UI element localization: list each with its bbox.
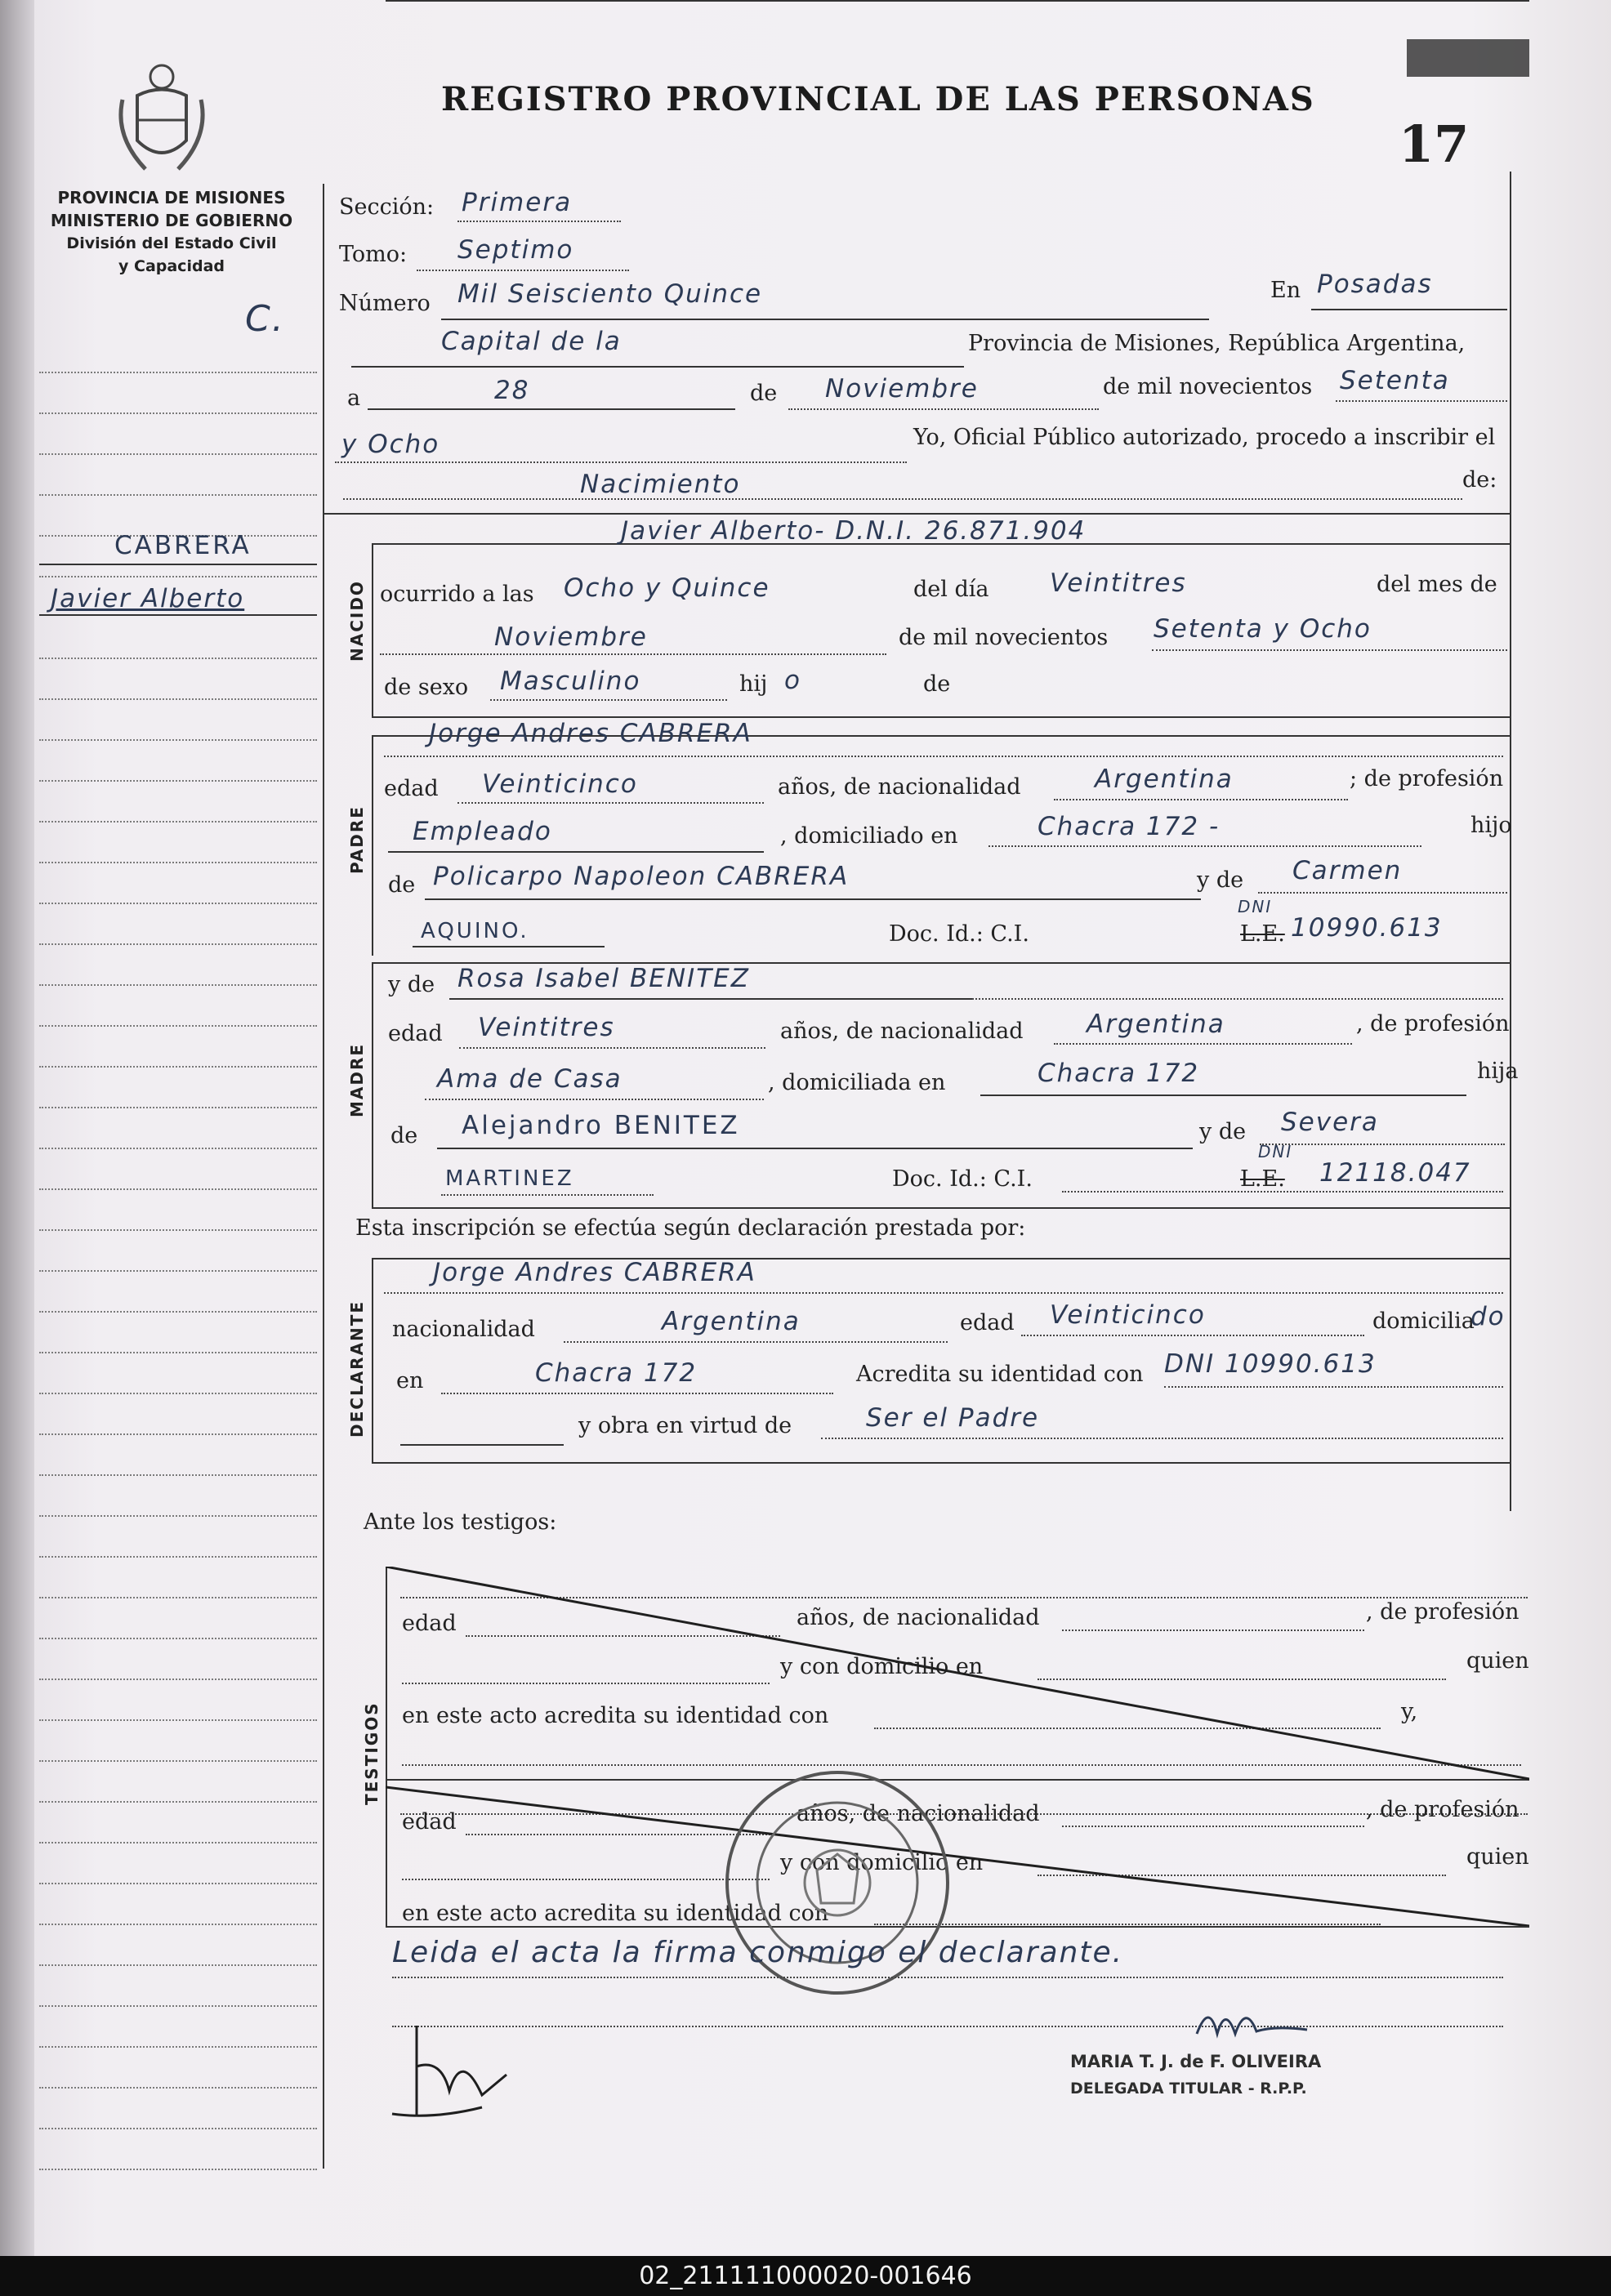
a-label: a [347,386,361,411]
province-heading-line-4: y Capacidad [118,257,225,275]
testigos-section-label: TESTIGOS [362,1701,382,1805]
scan-id-footer: 02_211111000020-001646 [0,2256,1611,2296]
padre-prof-label: ; de profesión [1350,766,1504,791]
declarante-virtud: Ser el Padre [866,1403,1040,1433]
madre-doc-label: Doc. Id.: C.I. [892,1166,1033,1192]
padre-nac-label: años, de nacionalidad [778,774,1021,800]
madre-dom-label: , domiciliada en [768,1070,946,1095]
madre-madre-apellido: MARTINEZ [445,1166,574,1191]
madre-hija-label: hija [1477,1059,1519,1084]
padre-profesion: Empleado [413,817,552,846]
de-colon-label: de: [1462,467,1497,493]
page-title: REGISTRO PROVINCIAL DE LAS PERSONAS [441,80,1315,118]
capital-value: Capital de la [441,327,622,356]
hijo-label: hij [739,671,768,697]
nacido-anio: Setenta y Ocho [1154,614,1372,644]
seccion-label: Sección: [339,194,435,220]
declarante-nac-label: nacionalidad [392,1317,535,1342]
testigo1-nac-label: años, de nacionalidad [797,1605,1040,1630]
nacido-section-label: NACIDO [347,580,367,662]
tomo-label: Tomo: [339,242,408,267]
mes-value: Noviembre [825,374,979,403]
mil-text: de mil novecientos [1103,374,1313,399]
anio-value: Setenta [1340,366,1450,395]
madre-domicilio: Chacra 172 [1038,1059,1200,1088]
sexo-label: de sexo [384,675,469,700]
padre-edad-label: edad [384,776,439,801]
madre-prof-label: , de profesión [1356,1011,1510,1037]
padre-y-de-label: y de [1197,867,1244,893]
provincia-text: Provincia de Misiones, República Argentina, [968,331,1466,356]
testigo2-nac-label: años, de nacionalidad [797,1801,1040,1826]
declarante-section-label: DECLARANTE [347,1300,367,1438]
margin-nombres: Javier Alberto [51,584,245,613]
nacido-de-label: de [923,671,951,697]
madre-nacionalidad: Argentina [1087,1010,1225,1039]
official-signature-icon [1193,1997,1315,2046]
padre-madre-apellido: AQUINO. [421,919,529,943]
ocurrido-label: ocurrido a las [380,582,534,607]
witness-cancel-strikes [386,1567,1529,1926]
padre-madre-nombre: Carmen [1292,856,1403,885]
margin-divider [323,184,324,2169]
hijo-suffix: o [784,666,801,695]
mil-label: de mil novecientos [899,625,1109,650]
province-heading-line-1: PROVINCIA DE MISIONES [57,188,286,207]
padre-doc-corr: DNI [1238,897,1273,916]
numero-value: Mil Seisciento Quince [457,279,763,309]
testigo2-quien-label: quien [1466,1844,1529,1870]
redaction-mark [1407,39,1529,77]
padre-nombre: Jorge Andres CABRERA [429,719,752,748]
testigo2-dom-label: y con domicilio en [780,1850,984,1875]
padre-de-label: de [388,872,416,898]
declarante-acredita-label: Acredita su identidad con [856,1362,1144,1387]
madre-doc-old: L.E. [1240,1166,1285,1192]
madre-nombre: Rosa Isabel BENITEZ [457,964,750,993]
testigos-intro: Ante los testigos: [364,1509,557,1535]
testigo1-prof-label: , de profesión [1366,1599,1520,1625]
en-value: Posadas [1317,270,1433,299]
padre-doc-old: L.E. [1240,921,1285,947]
margin-initial: C. [245,298,285,340]
nacido-sexo: Masculino [500,667,641,696]
testigo1-dom-label: y con domicilio en [780,1654,984,1679]
official-name: MARIA T. J. de F. OLIVEIRA [1070,2052,1322,2071]
header-section-rule [323,513,1510,515]
nacido-dia: Veintitres [1050,568,1187,598]
padre-padre-nombre: Policarpo Napoleon CABRERA [433,862,850,891]
madre-section-label: MADRE [347,1042,367,1117]
padre-nacionalidad: Argentina [1095,765,1234,794]
declarante-domicilio: Chacra 172 [535,1358,698,1388]
margin-apellido: CABRERA [114,531,252,560]
testigo2-edad-label: edad [402,1809,457,1835]
declarante-documento: DNI 10990.613 [1164,1349,1377,1379]
dia-value: 28 [494,376,530,405]
page-number: 17 [1399,114,1470,174]
official-title: DELEGADA TITULAR - R.P.P. [1070,2080,1307,2098]
testigo1-acredita-label: en este acto acredita su identidad con [402,1703,829,1728]
del-mes-label: del mes de [1377,572,1497,597]
declarante-edad: Veinticinco [1050,1300,1206,1330]
madre-padre-nombre: Alejandro BENITEZ [462,1111,740,1140]
declarante-en-label: en [396,1368,424,1393]
testigo1-y-label: y, [1401,1699,1418,1724]
binding-edge [0,0,34,2256]
seccion-value: Primera [462,188,573,217]
tomo-value: Septimo [457,235,574,265]
madre-doc-corr: DNI [1258,1142,1293,1161]
declarante-dom-suffix: do [1470,1302,1506,1331]
madre-edad-label: edad [388,1021,443,1046]
declarante-dom-label: domicilia [1372,1308,1475,1334]
province-heading-line-3: División del Estado Civil [66,234,277,252]
madre-nac-label: años, de nacionalidad [780,1019,1024,1044]
madre-madre-nombre: Severa [1281,1108,1379,1137]
right-border [1510,172,1511,1511]
province-heading-line-2: MINISTERIO DE GOBIERNO [50,211,293,230]
madre-profesion: Ama de Casa [437,1064,623,1094]
declarante-nombre: Jorge Andres CABRERA [433,1258,756,1287]
declarante-nacionalidad: Argentina [662,1307,801,1336]
numero-label: Número [339,291,431,316]
madre-doc-num: 12118.047 [1319,1158,1471,1188]
madre-edad: Veintitres [478,1013,615,1042]
oficial-text: Yo, Oficial Público autorizado, procedo a inscribir el [913,425,1496,450]
del-dia-label: del día [913,577,989,602]
nacido-nombre: Javier Alberto- D.N.I. 26.871.904 [621,516,1087,546]
en-label: En [1270,278,1301,303]
testigo1-quien-label: quien [1466,1648,1529,1674]
nacido-hora: Ocho y Quince [564,573,770,603]
padre-edad: Veinticinco [482,769,638,799]
madre-y-de-label: y de [388,972,435,997]
testigo2-prof-label: , de profesión [1366,1797,1520,1822]
madre-y-de-label: y de [1199,1119,1247,1144]
acto-value: Nacimiento [580,470,741,499]
declarante-obra-label: y obra en virtud de [578,1413,792,1438]
coat-of-arms-icon [113,59,211,181]
padre-section-label: PADRE [347,805,367,874]
padre-hijo-label: hijo [1470,813,1512,838]
province-heading [33,186,310,278]
nacido-mes: Noviembre [494,622,648,652]
padre-domicilio: Chacra 172 - [1038,812,1221,841]
padre-doc-label: Doc. Id.: C.I. [889,921,1029,947]
declarante-edad-label: edad [960,1310,1015,1335]
declaracion-intro: Esta inscripción se efectúa según declaración prestada por: [355,1215,1026,1241]
padre-dom-label: , domiciliado en [780,823,958,849]
testigo2-acredita-label: en este acto acredita su identidad con [402,1901,829,1926]
anio2-value: y Ocho [341,430,440,459]
padre-doc-num: 10990.613 [1291,913,1443,943]
madre-de-label: de [390,1123,418,1148]
de-label: de [750,381,778,406]
testigo1-edad-label: edad [402,1611,457,1636]
declarant-signature-icon [384,2017,547,2132]
closing-text: Leida el acta la firma conmigo el declarante. [392,1936,1124,1969]
